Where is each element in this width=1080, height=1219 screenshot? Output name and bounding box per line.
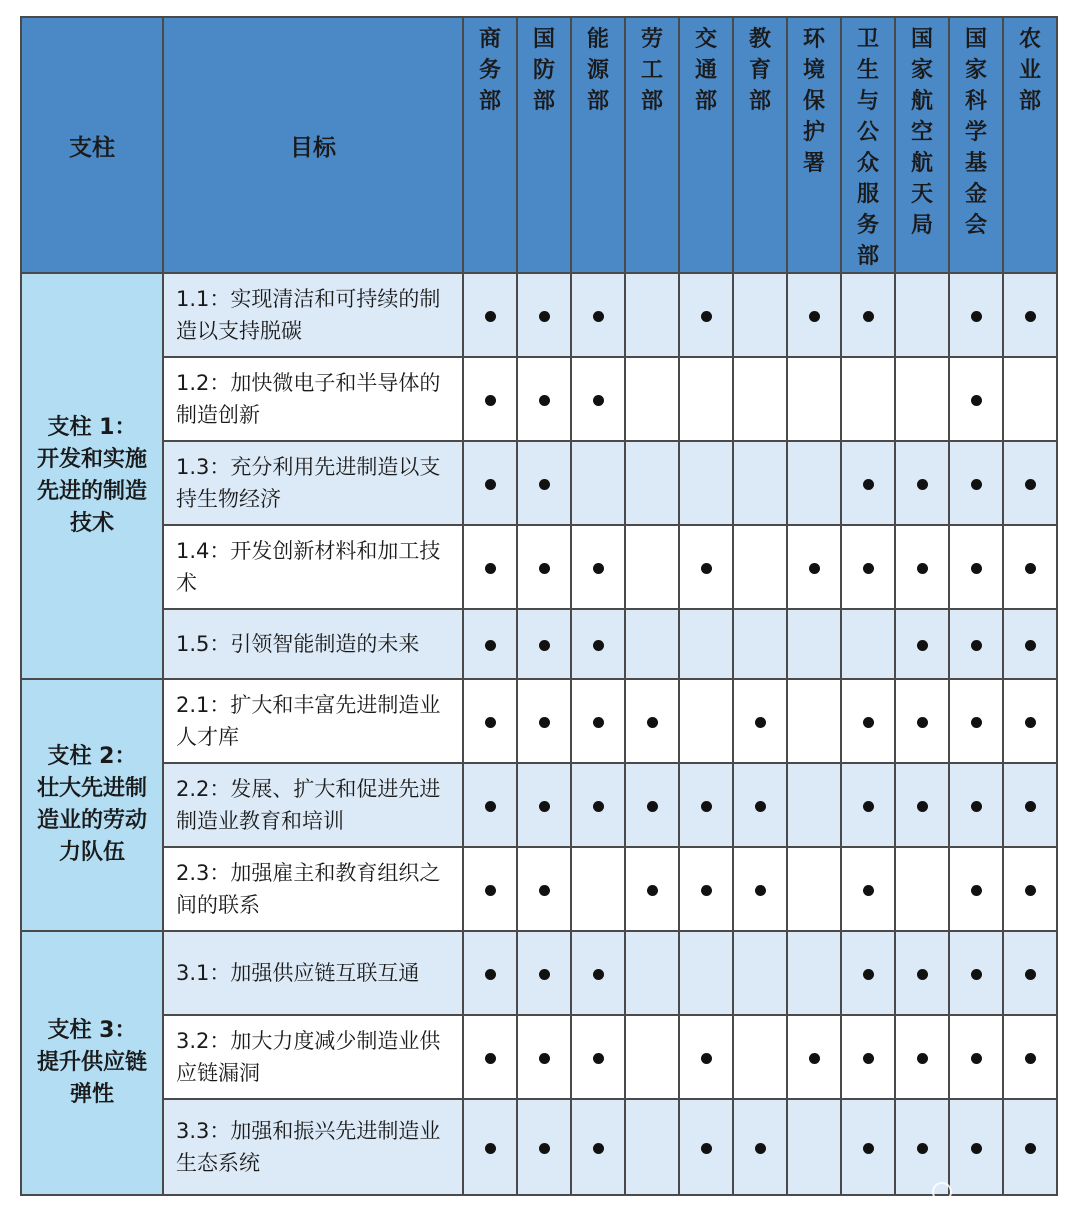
goal-cell: 3.3：加强和振兴先进制造业生态系统	[163, 1099, 463, 1195]
agency-header-7	[841, 17, 895, 273]
mark-cell	[463, 273, 517, 357]
bullet-dot-icon	[917, 717, 928, 728]
mark-cell	[625, 441, 679, 525]
bullet-dot-icon	[863, 311, 874, 322]
bullet-dot-icon	[701, 563, 712, 574]
mark-cell	[463, 679, 517, 763]
mark-cell	[571, 679, 625, 763]
bullet-dot-icon	[863, 801, 874, 812]
mark-cell	[787, 931, 841, 1015]
mark-cell	[841, 441, 895, 525]
bullet-dot-icon	[809, 563, 820, 574]
goal-cell: 1.2：加快微电子和半导体的制造创新	[163, 357, 463, 441]
mark-cell	[949, 441, 1003, 525]
goal-cell: 1.4：开发创新材料和加工技术	[163, 525, 463, 609]
agency-header-5	[733, 17, 787, 273]
mark-cell	[571, 1099, 625, 1195]
agency-name: 国防部	[533, 27, 556, 114]
mark-cell	[733, 1015, 787, 1099]
agency-header-8	[895, 17, 949, 273]
mark-cell	[841, 273, 895, 357]
mark-cell	[841, 525, 895, 609]
mark-cell	[733, 441, 787, 525]
bullet-dot-icon	[539, 801, 550, 812]
bullet-dot-icon	[701, 801, 712, 812]
mark-cell	[463, 1099, 517, 1195]
mark-cell	[733, 357, 787, 441]
mark-cell	[571, 1015, 625, 1099]
mark-cell	[949, 1015, 1003, 1099]
pillar-column-header: 支柱	[21, 17, 163, 273]
mark-cell	[463, 847, 517, 931]
mark-cell	[1003, 441, 1057, 525]
bullet-dot-icon	[701, 311, 712, 322]
mark-cell	[787, 679, 841, 763]
bullet-dot-icon	[1025, 479, 1036, 490]
mark-cell	[895, 763, 949, 847]
mark-cell	[787, 763, 841, 847]
bullet-dot-icon	[485, 717, 496, 728]
mark-cell	[625, 609, 679, 679]
pillar-description: 壮大先进制造业的劳动力队伍	[36, 776, 147, 865]
mark-cell	[517, 847, 571, 931]
mark-cell	[625, 847, 679, 931]
mark-cell	[895, 357, 949, 441]
pillar-cell-1	[21, 273, 163, 679]
pillar-title: 支柱 3：	[47, 1018, 137, 1043]
mark-cell	[949, 357, 1003, 441]
agency-header-6	[787, 17, 841, 273]
bullet-dot-icon	[971, 311, 982, 322]
bullet-dot-icon	[917, 1053, 928, 1064]
agency-goal-matrix-table	[20, 16, 1058, 1196]
mark-cell	[1003, 847, 1057, 931]
bullet-dot-icon	[593, 1143, 604, 1154]
bullet-dot-icon	[863, 717, 874, 728]
bullet-dot-icon	[647, 801, 658, 812]
bullet-dot-icon	[1025, 640, 1036, 651]
mark-cell	[463, 1015, 517, 1099]
mark-cell	[1003, 763, 1057, 847]
table-row	[21, 763, 1057, 847]
table-row	[21, 679, 1057, 763]
bullet-dot-icon	[593, 311, 604, 322]
mark-cell	[787, 525, 841, 609]
bullet-dot-icon	[863, 969, 874, 980]
bullet-dot-icon	[863, 1053, 874, 1064]
table-row	[21, 1099, 1057, 1195]
mark-cell	[841, 931, 895, 1015]
table-row	[21, 273, 1057, 357]
bullet-dot-icon	[485, 1143, 496, 1154]
bullet-dot-icon	[971, 969, 982, 980]
agency-name: 农业部	[1019, 27, 1042, 114]
bullet-dot-icon	[1025, 311, 1036, 322]
mark-cell	[679, 931, 733, 1015]
mark-cell	[571, 441, 625, 525]
bullet-dot-icon	[485, 563, 496, 574]
agency-header-9	[949, 17, 1003, 273]
mark-cell	[733, 1099, 787, 1195]
pillar-description: 开发和实施先进的制造技术	[36, 447, 147, 536]
bullet-dot-icon	[755, 1143, 766, 1154]
bullet-dot-icon	[593, 563, 604, 574]
mark-cell	[571, 847, 625, 931]
goal-cell: 2.2：发展、扩大和促进先进制造业教育和培训	[163, 763, 463, 847]
bullet-dot-icon	[1025, 885, 1036, 896]
mark-cell	[571, 609, 625, 679]
mark-cell	[949, 679, 1003, 763]
mark-cell	[679, 1015, 733, 1099]
bullet-dot-icon	[485, 640, 496, 651]
bullet-dot-icon	[485, 311, 496, 322]
watermark-icon	[930, 1180, 970, 1204]
mark-cell	[679, 273, 733, 357]
bullet-dot-icon	[863, 1143, 874, 1154]
bullet-dot-icon	[809, 311, 820, 322]
bullet-dot-icon	[593, 1053, 604, 1064]
table-row	[21, 931, 1057, 1015]
goal-cell: 2.3：加强雇主和教育组织之间的联系	[163, 847, 463, 931]
bullet-dot-icon	[485, 395, 496, 406]
mark-cell	[733, 273, 787, 357]
mark-cell	[787, 357, 841, 441]
table-row	[21, 847, 1057, 931]
table-row	[21, 441, 1057, 525]
bullet-dot-icon	[701, 1053, 712, 1064]
bullet-dot-icon	[1025, 1053, 1036, 1064]
mark-cell	[733, 679, 787, 763]
mark-cell	[679, 525, 733, 609]
bullet-dot-icon	[539, 479, 550, 490]
mark-cell	[625, 679, 679, 763]
mark-cell	[949, 525, 1003, 609]
mark-cell	[949, 847, 1003, 931]
bullet-dot-icon	[485, 1053, 496, 1064]
mark-cell	[517, 931, 571, 1015]
mark-cell	[517, 357, 571, 441]
bullet-dot-icon	[917, 640, 928, 651]
bullet-dot-icon	[755, 885, 766, 896]
bullet-dot-icon	[485, 885, 496, 896]
mark-cell	[787, 1099, 841, 1195]
bullet-dot-icon	[863, 563, 874, 574]
mark-cell	[463, 609, 517, 679]
agency-name: 教育部	[749, 27, 772, 114]
agency-name: 国家航空航天局	[911, 27, 934, 238]
pillar-description: 提升供应链弹性	[36, 1050, 147, 1107]
mark-cell	[787, 273, 841, 357]
agency-header-10	[1003, 17, 1057, 273]
mark-cell	[787, 609, 841, 679]
mark-cell	[1003, 273, 1057, 357]
bullet-dot-icon	[1025, 969, 1036, 980]
table-row	[21, 357, 1057, 441]
bullet-dot-icon	[971, 640, 982, 651]
mark-cell	[1003, 679, 1057, 763]
mark-cell	[1003, 931, 1057, 1015]
pillar-cell-3	[21, 931, 163, 1195]
table-row	[21, 609, 1057, 679]
mark-cell	[1003, 1015, 1057, 1099]
mark-cell	[517, 273, 571, 357]
mark-cell	[463, 357, 517, 441]
pillar-title: 支柱 2：	[47, 744, 137, 769]
bullet-dot-icon	[971, 801, 982, 812]
goal-cell: 1.1：实现清洁和可持续的制造以支持脱碳	[163, 273, 463, 357]
mark-cell	[895, 1015, 949, 1099]
mark-cell	[895, 525, 949, 609]
mark-cell	[679, 763, 733, 847]
bullet-dot-icon	[1025, 563, 1036, 574]
bullet-dot-icon	[971, 1143, 982, 1154]
mark-cell	[463, 525, 517, 609]
mark-cell	[841, 847, 895, 931]
mark-cell	[1003, 1099, 1057, 1195]
bullet-dot-icon	[971, 1053, 982, 1064]
agency-name: 国家科学基金会	[965, 27, 988, 238]
mark-cell	[895, 441, 949, 525]
bullet-dot-icon	[971, 885, 982, 896]
mark-cell	[841, 763, 895, 847]
bullet-dot-icon	[485, 479, 496, 490]
agency-name: 劳工部	[641, 27, 664, 114]
mark-cell	[625, 357, 679, 441]
mark-cell	[571, 931, 625, 1015]
mark-cell	[517, 1015, 571, 1099]
bullet-dot-icon	[917, 479, 928, 490]
bullet-dot-icon	[1025, 717, 1036, 728]
bullet-dot-icon	[539, 969, 550, 980]
mark-cell	[733, 931, 787, 1015]
bullet-dot-icon	[755, 717, 766, 728]
bullet-dot-icon	[485, 969, 496, 980]
bullet-dot-icon	[539, 885, 550, 896]
mark-cell	[895, 931, 949, 1015]
bullet-dot-icon	[917, 969, 928, 980]
bullet-dot-icon	[593, 640, 604, 651]
mark-cell	[949, 273, 1003, 357]
mark-cell	[679, 357, 733, 441]
mark-cell	[571, 357, 625, 441]
mark-cell	[679, 609, 733, 679]
agency-name: 交通部	[695, 27, 718, 114]
bullet-dot-icon	[701, 885, 712, 896]
mark-cell	[949, 931, 1003, 1015]
mark-cell	[463, 441, 517, 525]
table-row	[21, 1015, 1057, 1099]
mark-cell	[517, 525, 571, 609]
agency-name: 环境保护署	[803, 27, 826, 176]
bullet-dot-icon	[593, 717, 604, 728]
bullet-dot-icon	[539, 1053, 550, 1064]
table-body	[21, 273, 1057, 1195]
bullet-dot-icon	[647, 885, 658, 896]
mark-cell	[895, 847, 949, 931]
bullet-dot-icon	[1025, 801, 1036, 812]
bullet-dot-icon	[755, 801, 766, 812]
header-row	[21, 17, 1057, 273]
mark-cell	[517, 1099, 571, 1195]
mark-cell	[679, 847, 733, 931]
mark-cell	[841, 679, 895, 763]
bullet-dot-icon	[971, 717, 982, 728]
mark-cell	[1003, 525, 1057, 609]
agency-header-3	[625, 17, 679, 273]
bullet-dot-icon	[593, 395, 604, 406]
mark-cell	[679, 1099, 733, 1195]
pillar-cell-2	[21, 679, 163, 931]
mark-cell	[949, 763, 1003, 847]
bullet-dot-icon	[809, 1053, 820, 1064]
bullet-dot-icon	[539, 563, 550, 574]
mark-cell	[733, 763, 787, 847]
mark-cell	[571, 763, 625, 847]
agency-name: 卫生与公众服务部	[857, 27, 880, 269]
mark-cell	[841, 1099, 895, 1195]
agency-header-4	[679, 17, 733, 273]
bullet-dot-icon	[971, 563, 982, 574]
mark-cell	[787, 441, 841, 525]
bullet-dot-icon	[647, 717, 658, 728]
mark-cell	[463, 763, 517, 847]
mark-cell	[733, 609, 787, 679]
mark-cell	[895, 609, 949, 679]
mark-cell	[625, 1099, 679, 1195]
goal-cell: 3.2：加大力度减少制造业供应链漏洞	[163, 1015, 463, 1099]
mark-cell	[733, 525, 787, 609]
mark-cell	[787, 1015, 841, 1099]
mark-cell	[517, 609, 571, 679]
mark-cell	[733, 847, 787, 931]
mark-cell	[949, 609, 1003, 679]
mark-cell	[625, 931, 679, 1015]
bullet-dot-icon	[539, 640, 550, 651]
goal-cell: 1.5：引领智能制造的未来	[163, 609, 463, 679]
bullet-dot-icon	[917, 563, 928, 574]
mark-cell	[625, 525, 679, 609]
mark-cell	[1003, 609, 1057, 679]
mark-cell	[517, 763, 571, 847]
bullet-dot-icon	[863, 479, 874, 490]
mark-cell	[679, 679, 733, 763]
bullet-dot-icon	[971, 479, 982, 490]
bullet-dot-icon	[539, 717, 550, 728]
bullet-dot-icon	[863, 885, 874, 896]
bullet-dot-icon	[539, 395, 550, 406]
mark-cell	[571, 273, 625, 357]
bullet-dot-icon	[971, 395, 982, 406]
mark-cell	[895, 679, 949, 763]
mark-cell	[841, 1015, 895, 1099]
bullet-dot-icon	[539, 311, 550, 322]
goal-cell: 1.3：充分利用先进制造以支持生物经济	[163, 441, 463, 525]
agency-name: 能源部	[587, 27, 610, 114]
bullet-dot-icon	[485, 801, 496, 812]
mark-cell	[625, 763, 679, 847]
goal-cell: 3.1：加强供应链互联互通	[163, 931, 463, 1015]
mark-cell	[517, 679, 571, 763]
table-row	[21, 525, 1057, 609]
mark-cell	[787, 847, 841, 931]
mark-cell	[571, 525, 625, 609]
mark-cell	[625, 1015, 679, 1099]
mark-cell	[463, 931, 517, 1015]
bullet-dot-icon	[593, 801, 604, 812]
goal-cell: 2.1：扩大和丰富先进制造业人才库	[163, 679, 463, 763]
agency-name: 商务部	[479, 27, 502, 114]
mark-cell	[679, 441, 733, 525]
agency-header-0	[463, 17, 517, 273]
mark-cell	[841, 357, 895, 441]
agency-header-1	[517, 17, 571, 273]
agency-header-2	[571, 17, 625, 273]
bullet-dot-icon	[701, 1143, 712, 1154]
mark-cell	[841, 609, 895, 679]
goal-column-header: 目标	[163, 17, 463, 273]
bullet-dot-icon	[539, 1143, 550, 1154]
bullet-dot-icon	[1025, 1143, 1036, 1154]
mark-cell	[1003, 357, 1057, 441]
bullet-dot-icon	[917, 801, 928, 812]
pillar-title: 支柱 1：	[47, 415, 137, 440]
mark-cell	[625, 273, 679, 357]
bullet-dot-icon	[917, 1143, 928, 1154]
bullet-dot-icon	[593, 969, 604, 980]
mark-cell	[895, 273, 949, 357]
mark-cell	[517, 441, 571, 525]
watermark-logo	[930, 1180, 970, 1209]
